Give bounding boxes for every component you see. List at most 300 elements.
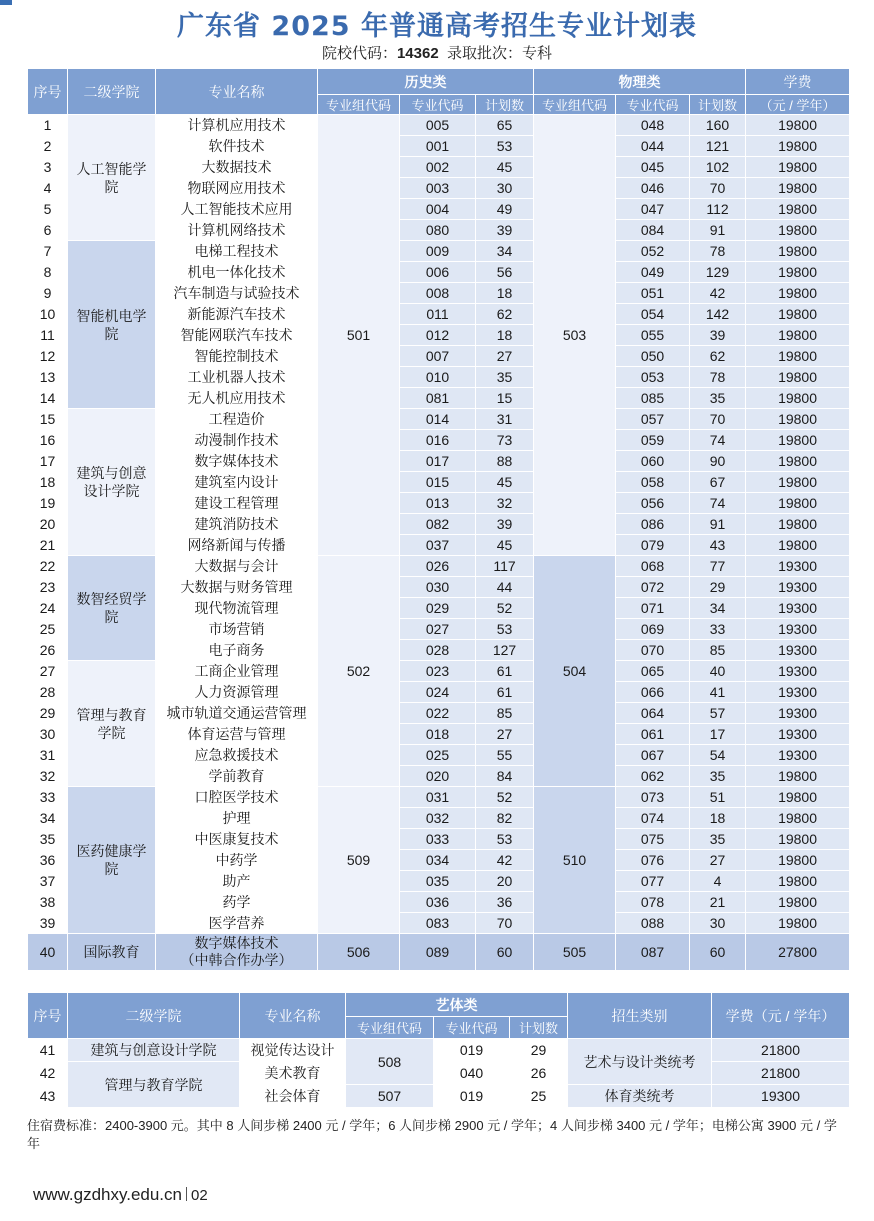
physics-major-code: 059: [616, 430, 690, 451]
col-header-physics-plan: 计划数: [690, 95, 746, 115]
physics-major-code: 053: [616, 367, 690, 388]
art-col-header-category: 招生类别: [568, 993, 712, 1039]
page-title: 广东省 2025 年普通高考招生专业计划表: [177, 11, 697, 42]
tuition-fee: 19800: [746, 430, 850, 451]
physics-plan: 51: [690, 787, 746, 808]
row-number: 26: [28, 640, 68, 661]
tuition-fee: 19800: [746, 304, 850, 325]
row-number: 40: [28, 934, 68, 971]
history-major-code: 017: [400, 451, 476, 472]
batch-label: 录取批次：: [447, 45, 523, 62]
history-plan: 35: [476, 367, 534, 388]
tuition-fee: 19800: [746, 892, 850, 913]
history-major-code: 007: [400, 346, 476, 367]
row-number: 5: [28, 199, 68, 220]
art-col-header-fee: 学费（元 / 学年）: [712, 993, 850, 1039]
history-major-code: 011: [400, 304, 476, 325]
physics-major-code: 071: [616, 598, 690, 619]
tuition-fee: 27800: [746, 934, 850, 971]
major-name: 软件技术: [156, 136, 318, 157]
col-header-college: 二级学院: [68, 69, 156, 115]
physics-major-code: 088: [616, 913, 690, 934]
history-major-code: 033: [400, 829, 476, 850]
physics-plan: 42: [690, 283, 746, 304]
table-row: [28, 115, 850, 136]
tuition-fee: 19800: [746, 220, 850, 241]
row-number: 4: [28, 178, 68, 199]
history-plan: 61: [476, 661, 534, 682]
physics-plan: 29: [690, 577, 746, 598]
physics-major-code: 056: [616, 493, 690, 514]
table-row: [28, 934, 850, 971]
tuition-fee: 19800: [746, 199, 850, 220]
history-plan: 53: [476, 619, 534, 640]
major-name: 工商企业管理: [156, 661, 318, 682]
art-plan: 29: [510, 1039, 568, 1062]
major-name: 市场营销: [156, 619, 318, 640]
history-major-code: 080: [400, 220, 476, 241]
physics-plan: 43: [690, 535, 746, 556]
art-fee: 21800: [712, 1039, 850, 1062]
enrollment-plan-table: [27, 68, 850, 971]
school-code-label: 院校代码：: [321, 45, 397, 62]
history-major-code: 012: [400, 325, 476, 346]
history-plan: 70: [476, 913, 534, 934]
history-major-code: 035: [400, 871, 476, 892]
row-number: 23: [28, 577, 68, 598]
history-major-code: 009: [400, 241, 476, 262]
tuition-fee: 19800: [746, 388, 850, 409]
physics-plan: 102: [690, 157, 746, 178]
physics-major-code: 045: [616, 157, 690, 178]
art-major-code: 019: [434, 1039, 510, 1062]
history-group-code: 502: [318, 556, 400, 787]
col-header-no: 序号: [28, 69, 68, 115]
tuition-fee: 19800: [746, 766, 850, 787]
row-number: 1: [28, 115, 68, 136]
col-header-history-group-code: 专业组代码: [318, 95, 400, 115]
row-number: 15: [28, 409, 68, 430]
history-plan: 18: [476, 283, 534, 304]
row-number: 7: [28, 241, 68, 262]
physics-plan: 41: [690, 682, 746, 703]
accommodation-note: 住宿费标准：2400-3900 元。其中 8 人间步梯 2400 元 / 学年；6 人间步梯 2900 元 / 学年；4 人间步梯 3400 元 / 学年；电梯公寓 3900 元 / 学年: [27, 1118, 837, 1151]
history-plan: 39: [476, 220, 534, 241]
row-number: 20: [28, 514, 68, 535]
row-number: 27: [28, 661, 68, 682]
major-name: 医学营养: [156, 913, 318, 934]
physics-major-code: 051: [616, 283, 690, 304]
physics-plan: 35: [690, 829, 746, 850]
tuition-fee: 19800: [746, 850, 850, 871]
history-plan: 39: [476, 514, 534, 535]
tuition-fee: 19800: [746, 325, 850, 346]
history-plan: 49: [476, 199, 534, 220]
physics-major-code: 074: [616, 808, 690, 829]
col-header-fee-unit: （元 / 学年）: [746, 95, 850, 115]
art-plan: 26: [510, 1062, 568, 1085]
history-major-code: 002: [400, 157, 476, 178]
history-plan: 45: [476, 535, 534, 556]
art-major: 视觉传达设计: [240, 1039, 346, 1062]
physics-plan: 142: [690, 304, 746, 325]
history-major-code: 020: [400, 766, 476, 787]
art-category: 艺术与设计类统考: [568, 1039, 712, 1085]
history-major-code: 083: [400, 913, 476, 934]
history-plan: 27: [476, 724, 534, 745]
history-group-code: 506: [318, 934, 400, 971]
physics-major-code: 079: [616, 535, 690, 556]
tuition-fee: 19800: [746, 514, 850, 535]
table-row: [28, 787, 850, 808]
major-name-line2: （中韩合作办学）: [180, 952, 293, 968]
row-number: 11: [28, 325, 68, 346]
physics-major-code: 075: [616, 829, 690, 850]
row-number: 16: [28, 430, 68, 451]
history-major-code: 027: [400, 619, 476, 640]
physics-plan: 78: [690, 367, 746, 388]
major-name: 数字媒体技术: [156, 451, 318, 472]
major-name: 城市轨道交通运营管理: [156, 703, 318, 724]
row-number: 9: [28, 283, 68, 304]
history-major-code: 013: [400, 493, 476, 514]
physics-major-code: 060: [616, 451, 690, 472]
college-name: 医药健康学院: [68, 787, 156, 934]
history-plan: 27: [476, 346, 534, 367]
physics-plan: 57: [690, 703, 746, 724]
history-group-code: 501: [318, 115, 400, 556]
art-row-no: 41: [28, 1039, 68, 1062]
art-fee: 21800: [712, 1062, 850, 1085]
major-name: 人力资源管理: [156, 682, 318, 703]
physics-major-code: 061: [616, 724, 690, 745]
tuition-fee: 19800: [746, 367, 850, 388]
art-col-header-art: 艺体类: [346, 993, 568, 1017]
history-major-code: 016: [400, 430, 476, 451]
footer-divider: [186, 1187, 187, 1201]
row-number: 37: [28, 871, 68, 892]
major-name: 学前教育: [156, 766, 318, 787]
physics-plan: 121: [690, 136, 746, 157]
physics-plan: 74: [690, 430, 746, 451]
major-name: 口腔医学技术: [156, 787, 318, 808]
art-col-header-college: 二级学院: [68, 993, 240, 1039]
row-number: 38: [28, 892, 68, 913]
physics-plan: 67: [690, 472, 746, 493]
major-name: 护理: [156, 808, 318, 829]
history-major-code: 001: [400, 136, 476, 157]
history-plan: 36: [476, 892, 534, 913]
physics-plan: 77: [690, 556, 746, 577]
history-group-code: 509: [318, 787, 400, 934]
major-name: 体育运营与管理: [156, 724, 318, 745]
history-plan: 34: [476, 241, 534, 262]
major-name: 大数据与财务管理: [156, 577, 318, 598]
physics-plan: 17: [690, 724, 746, 745]
major-name: 物联网应用技术: [156, 178, 318, 199]
major-name: 应急救援技术: [156, 745, 318, 766]
page-footer: [33, 1185, 208, 1205]
physics-major-code: 067: [616, 745, 690, 766]
history-plan: 32: [476, 493, 534, 514]
row-number: 25: [28, 619, 68, 640]
history-plan: 117: [476, 556, 534, 577]
col-header-history-major-code: 专业代码: [400, 95, 476, 115]
row-number: 18: [28, 472, 68, 493]
physics-major-code: 086: [616, 514, 690, 535]
art-plan: 25: [510, 1085, 568, 1108]
row-number: 35: [28, 829, 68, 850]
row-number: 13: [28, 367, 68, 388]
row-number: 33: [28, 787, 68, 808]
major-name: 中药学: [156, 850, 318, 871]
history-plan: 20: [476, 871, 534, 892]
art-major: 社会体育: [240, 1085, 346, 1108]
art-row-no: 43: [28, 1085, 68, 1108]
col-header-physics: 物理类: [534, 69, 746, 95]
major-name: 电子商务: [156, 640, 318, 661]
row-number: 3: [28, 157, 68, 178]
row-number: 36: [28, 850, 68, 871]
physics-plan: 78: [690, 241, 746, 262]
row-number: 29: [28, 703, 68, 724]
tuition-fee: 19800: [746, 262, 850, 283]
table-row: [28, 409, 850, 430]
history-major-code: 081: [400, 388, 476, 409]
physics-plan: 112: [690, 199, 746, 220]
row-number: 17: [28, 451, 68, 472]
history-plan: 127: [476, 640, 534, 661]
tuition-fee: 19800: [746, 535, 850, 556]
physics-plan: 74: [690, 493, 746, 514]
history-major-code: 015: [400, 472, 476, 493]
row-number: 32: [28, 766, 68, 787]
history-major-code: 028: [400, 640, 476, 661]
row-number: 30: [28, 724, 68, 745]
row-number: 6: [28, 220, 68, 241]
tuition-fee: 19800: [746, 829, 850, 850]
art-fee: 19300: [712, 1085, 850, 1108]
tuition-fee: 19300: [746, 577, 850, 598]
history-major-code: 025: [400, 745, 476, 766]
physics-group-code: 503: [534, 115, 616, 556]
tuition-fee: 19800: [746, 871, 850, 892]
art-category: 体育类统考: [568, 1085, 712, 1108]
physics-major-code: 069: [616, 619, 690, 640]
tuition-fee: 19800: [746, 493, 850, 514]
physics-major-code: 070: [616, 640, 690, 661]
physics-plan: 54: [690, 745, 746, 766]
physics-major-code: 049: [616, 262, 690, 283]
physics-plan: 70: [690, 409, 746, 430]
major-name: 人工智能技术应用: [156, 199, 318, 220]
col-header-fee: 学费: [746, 69, 850, 95]
page-subtitle: [0, 42, 874, 63]
physics-major-code: 065: [616, 661, 690, 682]
physics-plan: 62: [690, 346, 746, 367]
tuition-fee: 19800: [746, 283, 850, 304]
row-number: 14: [28, 388, 68, 409]
history-major-code: 006: [400, 262, 476, 283]
physics-plan: 21: [690, 892, 746, 913]
major-name: 大数据技术: [156, 157, 318, 178]
history-plan: 61: [476, 682, 534, 703]
major-name: 计算机网络技术: [156, 220, 318, 241]
major-name: 新能源汽车技术: [156, 304, 318, 325]
physics-major-code: 085: [616, 388, 690, 409]
major-name: 工业机器人技术: [156, 367, 318, 388]
tuition-fee: 19800: [746, 808, 850, 829]
physics-major-code: 052: [616, 241, 690, 262]
history-major-code: 036: [400, 892, 476, 913]
history-major-code: 005: [400, 115, 476, 136]
physics-major-code: 047: [616, 199, 690, 220]
tuition-fee: 19300: [746, 703, 850, 724]
history-major-code: 031: [400, 787, 476, 808]
art-col-header-major: 专业名称: [240, 993, 346, 1039]
physics-major-code: 076: [616, 850, 690, 871]
art-major: 美术教育: [240, 1062, 346, 1085]
history-major-code: 024: [400, 682, 476, 703]
major-name: 建筑消防技术: [156, 514, 318, 535]
physics-plan: 91: [690, 220, 746, 241]
physics-major-code: 044: [616, 136, 690, 157]
physics-major-code: 072: [616, 577, 690, 598]
art-row-no: 42: [28, 1062, 68, 1085]
major-name: 网络新闻与传播: [156, 535, 318, 556]
tuition-fee: 19800: [746, 178, 850, 199]
major-name: 计算机应用技术: [156, 115, 318, 136]
college-name: 数智经贸学院: [68, 556, 156, 661]
physics-major-code: 057: [616, 409, 690, 430]
batch-value: 专科: [522, 45, 553, 62]
major-name: 中医康复技术: [156, 829, 318, 850]
tuition-fee: 19800: [746, 157, 850, 178]
physics-plan: 90: [690, 451, 746, 472]
history-plan: 73: [476, 430, 534, 451]
row-number: 19: [28, 493, 68, 514]
tuition-fee: 19300: [746, 661, 850, 682]
physics-major-code: 068: [616, 556, 690, 577]
major-name: 电梯工程技术: [156, 241, 318, 262]
website-url: www.gzdhxy.edu.cn: [33, 1185, 182, 1204]
history-major-code: 032: [400, 808, 476, 829]
physics-plan: 40: [690, 661, 746, 682]
major-name: [156, 934, 318, 971]
physics-major-code: 058: [616, 472, 690, 493]
row-number: 21: [28, 535, 68, 556]
art-major-code: 019: [434, 1085, 510, 1108]
history-plan: 84: [476, 766, 534, 787]
history-major-code: 010: [400, 367, 476, 388]
history-major-code: 037: [400, 535, 476, 556]
history-plan: 85: [476, 703, 534, 724]
history-major-code: 003: [400, 178, 476, 199]
physics-plan: 30: [690, 913, 746, 934]
row-number: 31: [28, 745, 68, 766]
history-major-code: 023: [400, 661, 476, 682]
history-plan: 88: [476, 451, 534, 472]
physics-group-code: 505: [534, 934, 616, 971]
row-number: 34: [28, 808, 68, 829]
physics-major-code: 077: [616, 871, 690, 892]
physics-plan: 27: [690, 850, 746, 871]
history-plan: 62: [476, 304, 534, 325]
history-major-code: 082: [400, 514, 476, 535]
physics-plan: 33: [690, 619, 746, 640]
major-name: 建设工程管理: [156, 493, 318, 514]
art-col-header-major-code: 专业代码: [434, 1017, 510, 1039]
history-plan: 53: [476, 136, 534, 157]
col-header-major: 专业名称: [156, 69, 318, 115]
tuition-fee: 19300: [746, 556, 850, 577]
art-col-header-group-code: 专业组代码: [346, 1017, 434, 1039]
physics-plan: 39: [690, 325, 746, 346]
physics-major-code: 050: [616, 346, 690, 367]
major-name: 建筑室内设计: [156, 472, 318, 493]
physics-plan: 34: [690, 598, 746, 619]
major-name: 药学: [156, 892, 318, 913]
tuition-fee: 19800: [746, 472, 850, 493]
physics-major-code: 066: [616, 682, 690, 703]
history-plan: 31: [476, 409, 534, 430]
physics-plan: 160: [690, 115, 746, 136]
physics-plan: 60: [690, 934, 746, 971]
physics-major-code: 046: [616, 178, 690, 199]
history-major-code: 014: [400, 409, 476, 430]
tuition-fee: 19300: [746, 745, 850, 766]
physics-major-code: 062: [616, 766, 690, 787]
physics-plan: 85: [690, 640, 746, 661]
physics-major-code: 064: [616, 703, 690, 724]
history-major-code: 022: [400, 703, 476, 724]
physics-group-code: 504: [534, 556, 616, 787]
school-code: 14362: [396, 45, 439, 62]
history-major-code: 026: [400, 556, 476, 577]
art-major-code: 040: [434, 1062, 510, 1085]
physics-plan: 70: [690, 178, 746, 199]
history-major-code: 089: [400, 934, 476, 971]
history-plan: 42: [476, 850, 534, 871]
tuition-fee: 19800: [746, 346, 850, 367]
table-row: [28, 556, 850, 577]
art-col-header-no: 序号: [28, 993, 68, 1039]
history-plan: 82: [476, 808, 534, 829]
art-group-code: 508: [346, 1039, 434, 1085]
physics-plan: 129: [690, 262, 746, 283]
major-name: 机电一体化技术: [156, 262, 318, 283]
physics-major-code: 048: [616, 115, 690, 136]
college-name: 国际教育: [68, 934, 156, 971]
major-name: 智能网联汽车技术: [156, 325, 318, 346]
row-number: 28: [28, 682, 68, 703]
table-row: [28, 661, 850, 682]
row-number: 39: [28, 913, 68, 934]
tuition-fee: 19800: [746, 136, 850, 157]
physics-plan: 18: [690, 808, 746, 829]
row-number: 22: [28, 556, 68, 577]
tuition-fee: 19800: [746, 451, 850, 472]
tuition-fee: 19300: [746, 682, 850, 703]
tuition-fee: 19800: [746, 115, 850, 136]
tuition-fee: 19300: [746, 640, 850, 661]
history-plan: 44: [476, 577, 534, 598]
col-header-history: 历史类: [318, 69, 534, 95]
physics-major-code: 073: [616, 787, 690, 808]
art-college: 建筑与创意设计学院: [68, 1039, 240, 1062]
physics-major-code: 078: [616, 892, 690, 913]
history-major-code: 034: [400, 850, 476, 871]
